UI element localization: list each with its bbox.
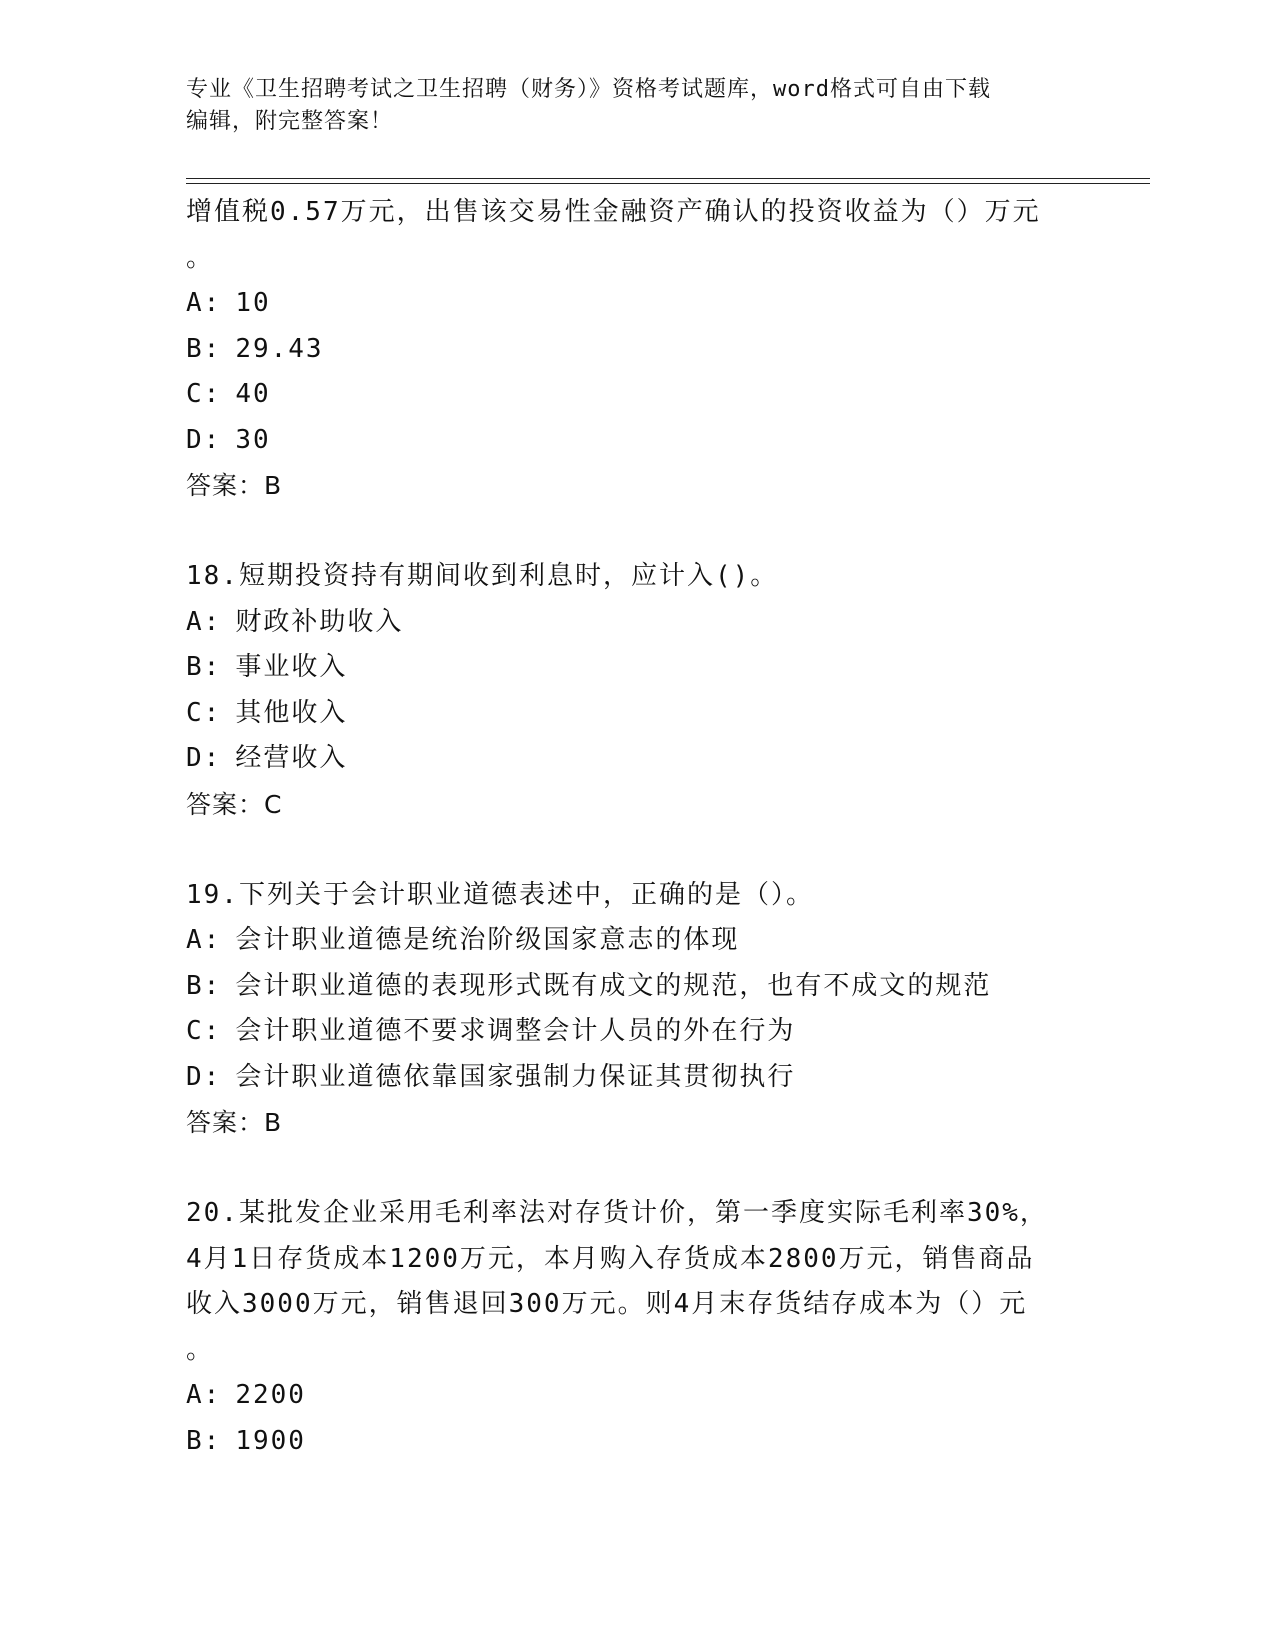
option-key: D:: [186, 424, 222, 455]
question-text-continued: 。: [186, 1334, 215, 1365]
option-a: [186, 281, 1106, 327]
option-key: B:: [186, 333, 222, 364]
option-text: 2200: [235, 1380, 306, 1410]
question-text-continued: 。: [186, 242, 215, 273]
option-text: 会计职业道德依靠国家强制力保证其贯彻执行: [235, 1061, 796, 1092]
spacer: [186, 1146, 1106, 1192]
header-divider-top: [186, 178, 1150, 179]
option-text: 经营收入: [235, 743, 348, 773]
option-d: [186, 1055, 1106, 1101]
question-19: [186, 873, 1106, 1146]
option-b: [186, 645, 1106, 691]
option-a: [186, 600, 1106, 646]
option-b: [186, 327, 1106, 373]
option-key: A:: [186, 1380, 222, 1410]
option-a: [186, 918, 1106, 964]
question-text-continued: 4月1日存货成本1200万元，本月购入存货成本2800万元，销售商品: [186, 1243, 1035, 1274]
question-text: 19.下列关于会计职业道德表述中，正确的是（）。: [186, 879, 814, 910]
spacer: [186, 827, 1106, 873]
option-b: [186, 964, 1106, 1010]
option-text: 其他收入: [235, 697, 348, 728]
spacer: [186, 509, 1106, 555]
header-line-2: 编辑，附完整答案！: [186, 109, 394, 134]
option-key: D:: [186, 1061, 222, 1092]
option-key: C:: [186, 379, 222, 409]
option-a: [186, 1373, 1106, 1419]
option-key: D:: [186, 743, 222, 773]
answer: 答案：C: [186, 789, 283, 819]
option-text: 会计职业道德的表现形式既有成文的规范，也有不成文的规范: [235, 970, 992, 1001]
question-text: 增值税0.57万元，出售该交易性金融资产确认的投资收益为（）万元: [186, 197, 1041, 227]
header-divider-bottom: [186, 183, 1150, 184]
option-key: A:: [186, 606, 222, 637]
option-b: [186, 1419, 1106, 1465]
option-key: A:: [186, 288, 222, 318]
question-text-continued: 收入3000万元，销售退回300万元。则4月末存货结存成本为（）元: [186, 1289, 1028, 1319]
option-key: C:: [186, 1016, 222, 1046]
option-key: B:: [186, 970, 222, 1001]
option-c: [186, 691, 1106, 737]
option-c: [186, 1009, 1106, 1055]
option-text: 1900: [235, 1425, 306, 1456]
document-header: [186, 74, 1086, 138]
option-c: [186, 372, 1106, 418]
question-text: 20.某批发企业采用毛利率法对存货计价，第一季度实际毛利率30%，: [186, 1198, 1048, 1228]
answer: 答案：B: [186, 1108, 283, 1137]
option-text: 事业收入: [235, 652, 348, 682]
option-key: A:: [186, 925, 222, 955]
option-key: C:: [186, 697, 222, 728]
option-d: [186, 736, 1106, 782]
option-text: 40: [235, 379, 271, 409]
question-list: [186, 190, 1106, 1464]
option-key: B:: [186, 1425, 222, 1456]
answer: 答案：B: [186, 471, 283, 500]
option-d: [186, 418, 1106, 464]
question-17: [186, 190, 1106, 509]
option-text: 30: [235, 424, 271, 455]
option-key: B:: [186, 652, 222, 682]
option-text: 会计职业道德不要求调整会计人员的外在行为: [235, 1016, 796, 1046]
question-20: [186, 1191, 1106, 1464]
question-18: [186, 554, 1106, 827]
question-text: 18.短期投资持有期间收到利息时，应计入()。: [186, 561, 779, 591]
option-text: 会计职业道德是统治阶级国家意志的体现: [235, 925, 740, 955]
header-line-1: 专业《卫生招聘考试之卫生招聘（财务）》资格考试题库，word格式可自由下载: [186, 77, 991, 102]
option-text: 10: [235, 288, 271, 318]
option-text: 29.43: [235, 333, 324, 364]
option-text: 财政补助收入: [235, 606, 404, 637]
